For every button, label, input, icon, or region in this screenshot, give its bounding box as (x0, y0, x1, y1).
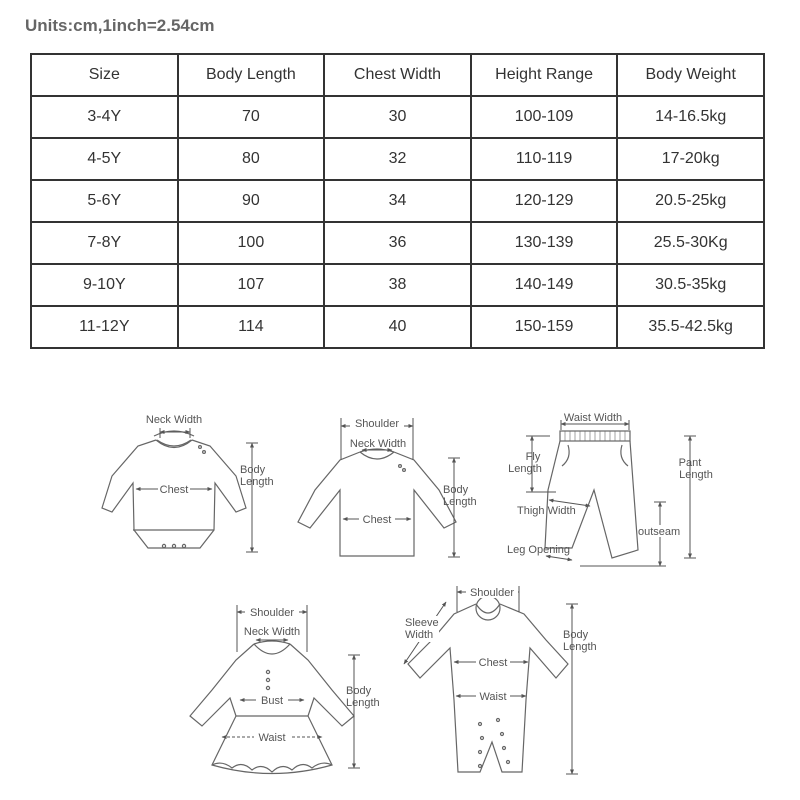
label-dress-bust: Bust (260, 695, 284, 707)
cell-height-range: 150-159 (471, 306, 618, 348)
label-pants-fly-length-2: Length (508, 463, 542, 475)
label-romper-chest: Chest (478, 657, 508, 669)
header-height-range: Height Range (471, 54, 618, 96)
label-dress-shoulder: Shoulder (249, 607, 295, 619)
cell-body-weight: 14-16.5kg (617, 96, 764, 138)
cell-height-range: 130-139 (471, 222, 618, 264)
label-pants-thigh-width: Thigh Width (517, 505, 576, 517)
cell-chest-width: 32 (324, 138, 471, 180)
label-bodysuit-neck-width: Neck Width (145, 414, 203, 426)
cell-size: 9-10Y (31, 264, 178, 306)
label-romper-sleeve-width-2: Width (405, 629, 434, 641)
table-row (31, 138, 764, 180)
label-romper-body-length-2: Length (563, 641, 597, 653)
header-body-weight: Body Weight (617, 54, 764, 96)
label-top-shoulder: Shoulder (354, 418, 400, 430)
pants-diagram (545, 431, 638, 558)
cell-chest-width: 40 (324, 306, 471, 348)
cell-chest-width: 34 (324, 180, 471, 222)
size-chart-table (30, 53, 765, 349)
label-pants-waist-width: Waist Width (563, 412, 623, 424)
top-diagram (298, 449, 456, 556)
table-row (31, 96, 764, 138)
label-top-body-length-1: Body (443, 484, 469, 496)
label-top-chest: Chest (362, 514, 392, 526)
label-top-body-length-2: Length (443, 496, 477, 508)
cell-body-length: 114 (178, 306, 325, 348)
label-dress-waist: Waist (258, 732, 286, 744)
label-bodysuit-chest: Chest (159, 484, 189, 496)
cell-chest-width: 36 (324, 222, 471, 264)
dress-diagram (190, 641, 354, 774)
label-romper-sleeve-width-1: Sleeve (405, 617, 439, 629)
label-romper-body-length-1: Body (563, 629, 589, 641)
label-dress-body-length-1: Body (346, 685, 372, 697)
header-body-length: Body Length (178, 54, 325, 96)
cell-body-weight: 17-20kg (617, 138, 764, 180)
cell-height-range: 140-149 (471, 264, 618, 306)
cell-height-range: 120-129 (471, 180, 618, 222)
label-dress-neck-width: Neck Width (243, 626, 301, 638)
cell-body-length: 90 (178, 180, 325, 222)
label-pants-fly-length-1: Fly (525, 451, 541, 463)
table-row (31, 180, 764, 222)
label-bodysuit-body-length-1: Body (240, 464, 266, 476)
label-pants-pant-length-2: Length (679, 469, 713, 481)
header-chest-width: Chest Width (324, 54, 471, 96)
label-pants-leg-opening: Leg Opening (507, 544, 570, 556)
cell-size: 5-6Y (31, 180, 178, 222)
label-bodysuit-body-length-2: Length (240, 476, 274, 488)
cell-chest-width: 38 (324, 264, 471, 306)
cell-body-weight: 35.5-42.5kg (617, 306, 764, 348)
cell-body-length: 70 (178, 96, 325, 138)
table-row (31, 264, 764, 306)
cell-size: 3-4Y (31, 96, 178, 138)
units-note: Units:cm,1inch=2.54cm (25, 16, 215, 35)
cell-body-weight: 30.5-35kg (617, 264, 764, 306)
cell-body-weight: 25.5-30Kg (617, 222, 764, 264)
label-top-neck-width: Neck Width (349, 438, 407, 450)
label-pants-outseam: outseam (638, 526, 681, 538)
table-header-row (31, 54, 764, 96)
cell-size: 11-12Y (31, 306, 178, 348)
cell-height-range: 100-109 (471, 96, 618, 138)
label-pants-pant-length-1: Pant (678, 457, 702, 469)
cell-body-length: 107 (178, 264, 325, 306)
table-row (31, 222, 764, 264)
cell-body-length: 80 (178, 138, 325, 180)
cell-body-weight: 20.5-25kg (617, 180, 764, 222)
label-romper-shoulder: Shoulder (469, 587, 515, 599)
cell-chest-width: 30 (324, 96, 471, 138)
cell-body-length: 100 (178, 222, 325, 264)
header-size: Size (31, 54, 178, 96)
cell-height-range: 110-119 (471, 138, 618, 180)
measurement-diagrams (0, 395, 800, 800)
label-dress-body-length-2: Length (346, 697, 380, 709)
table-row (31, 306, 764, 348)
cell-size: 4-5Y (31, 138, 178, 180)
cell-size: 7-8Y (31, 222, 178, 264)
label-romper-waist: Waist (479, 691, 507, 703)
